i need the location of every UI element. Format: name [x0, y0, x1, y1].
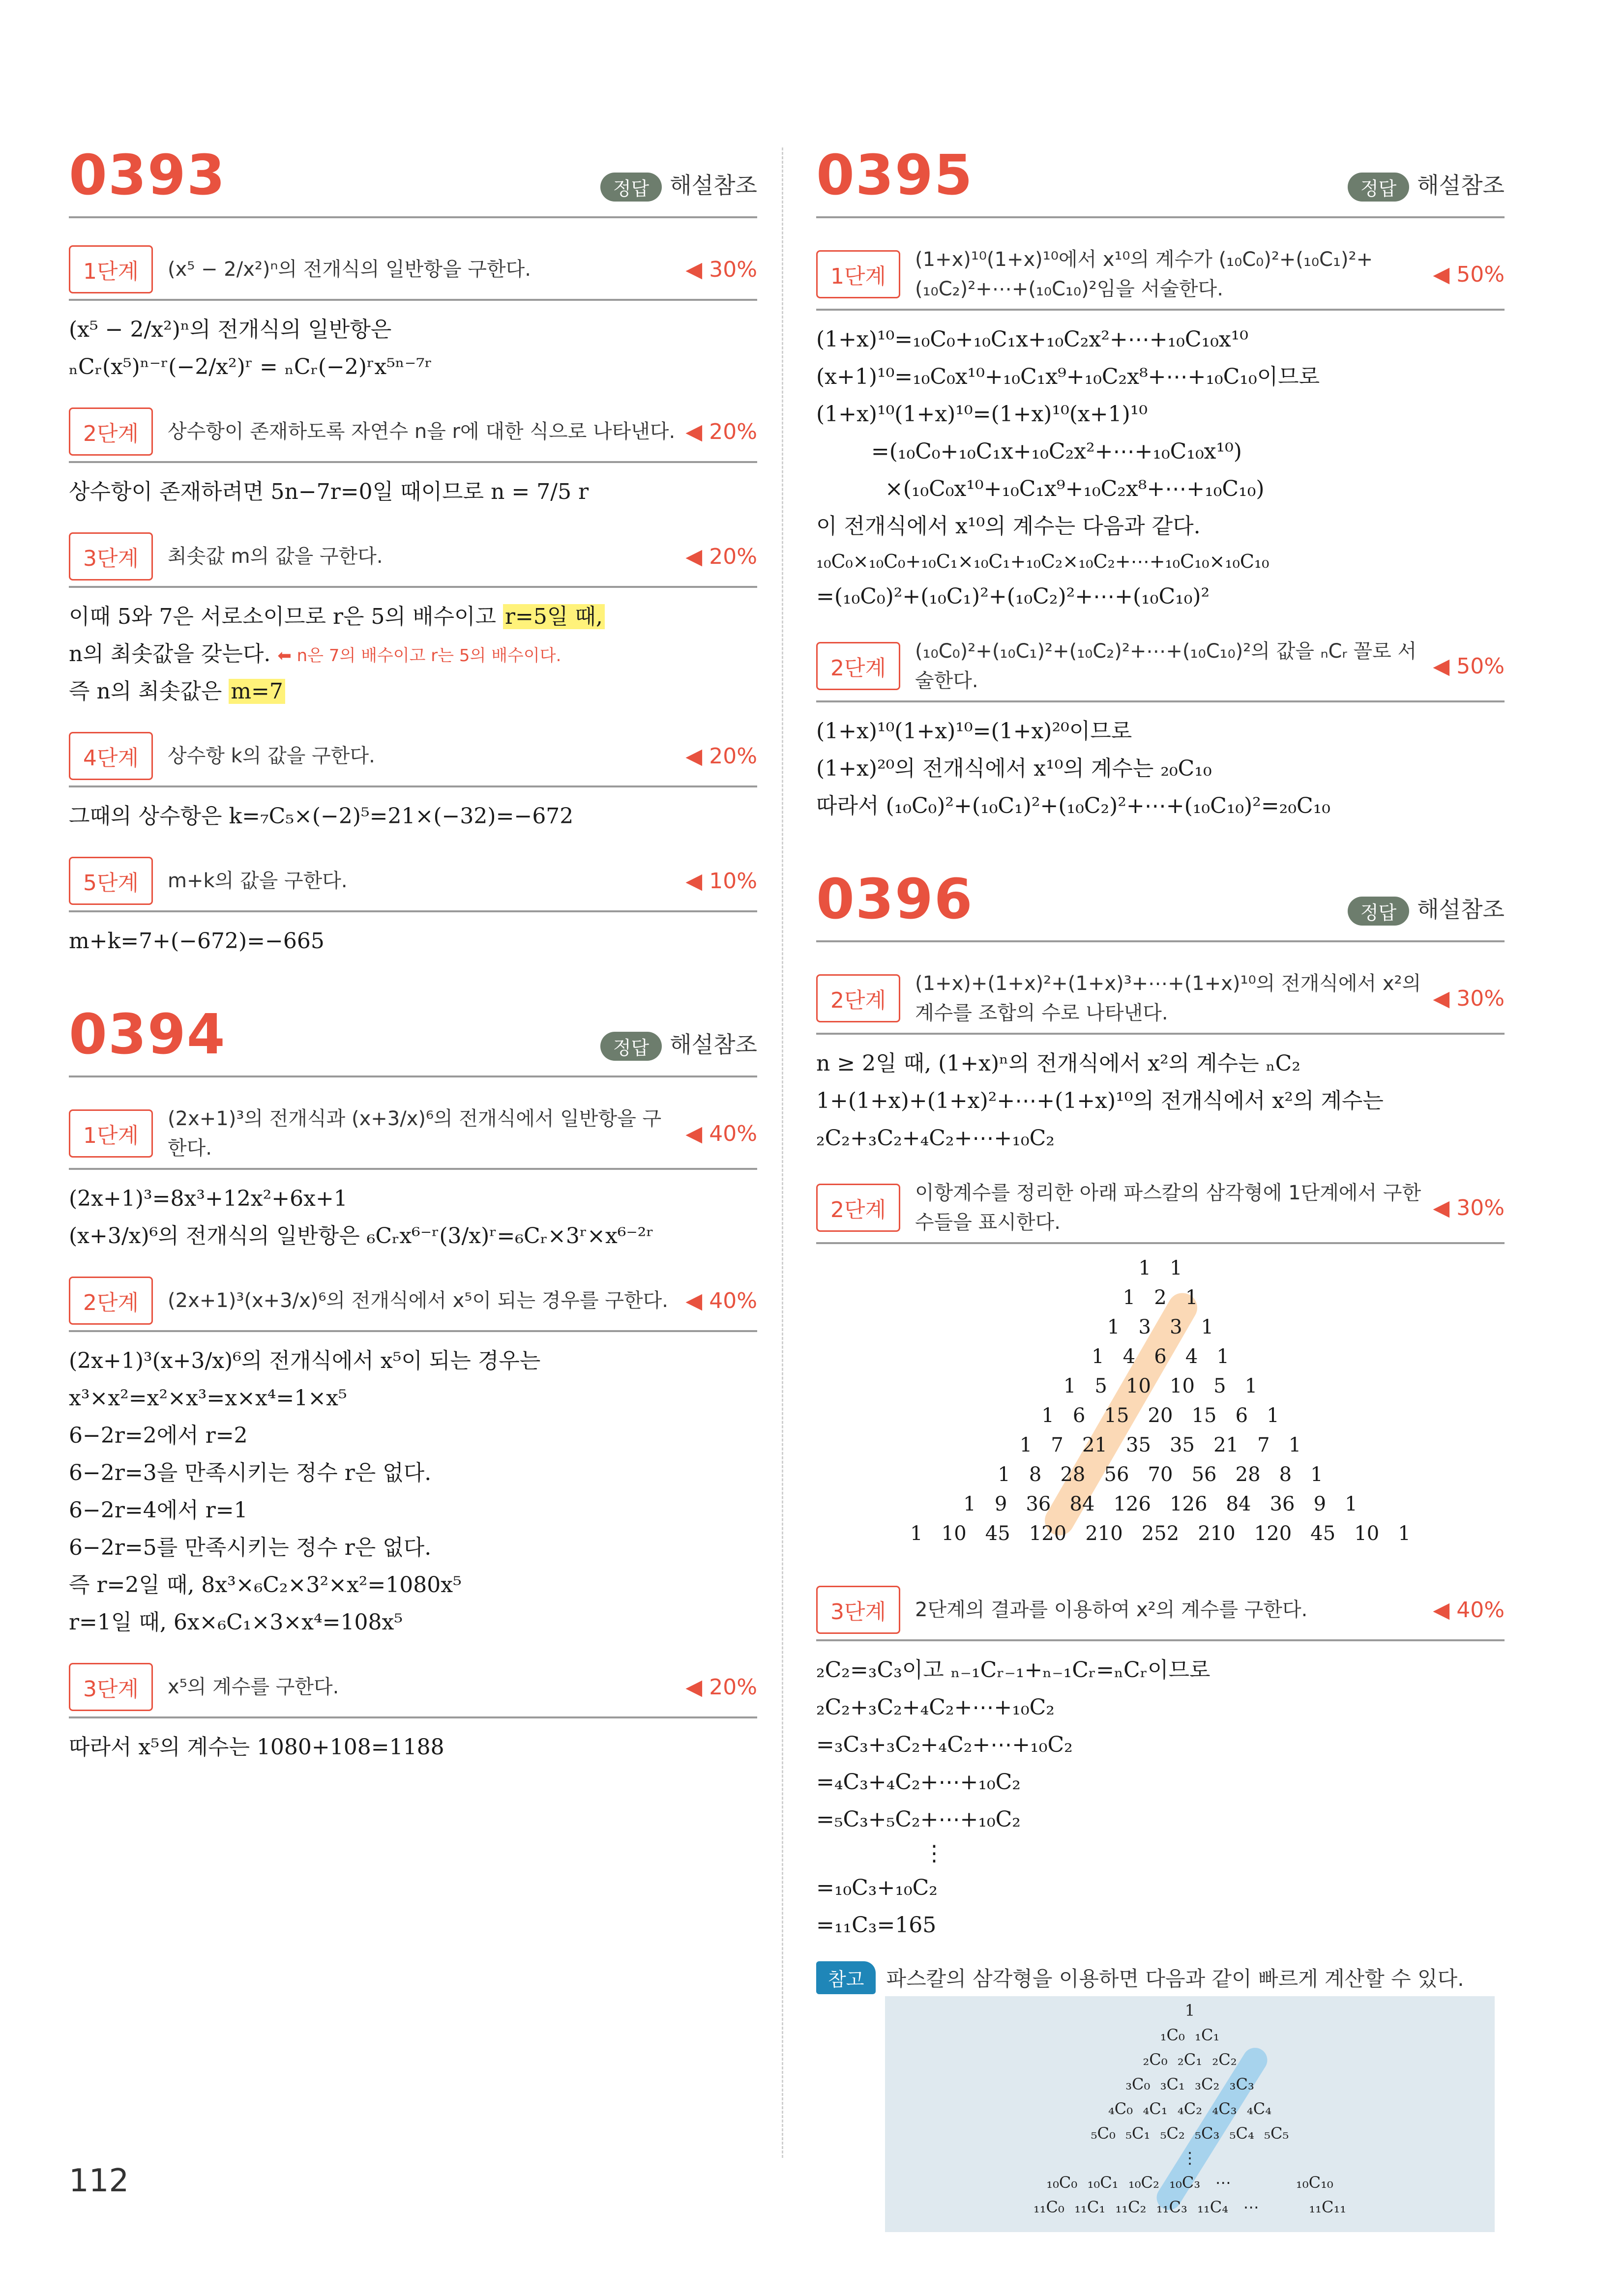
problem-number: 0395	[816, 144, 974, 207]
solution-line: 6−2r=2에서 r=2	[69, 1423, 248, 1448]
solution-line: (1+x)¹⁰(1+x)¹⁰=(1+x)²⁰이므로	[816, 719, 1132, 744]
answer-text: 해설참조	[670, 1031, 757, 1058]
answer-text: 해설참조	[1417, 172, 1505, 199]
solution-line: (1+x)²⁰의 전개식에서 x¹⁰의 계수는 ₂₀C₁₀	[816, 756, 1212, 781]
step-percent: ◀ 20%	[685, 544, 757, 569]
solution-line: (x+3/x)⁶의 전개식의 일반항은 ₆Cᵣx⁶⁻ʳ(3/x)ʳ=₆Cᵣ×3ʳ×x⁶⁻²ʳ	[69, 1223, 654, 1249]
solution-line: =₁₁C₃=165	[816, 1912, 937, 1938]
step-percent: ◀ 50%	[1433, 653, 1505, 679]
step-percent: ◀ 20%	[685, 419, 757, 444]
solution-line	[69, 675, 757, 708]
ref-row: ₁C₀ ₁C₁	[1160, 2025, 1220, 2044]
page-number: 112	[69, 2163, 129, 2199]
step-2	[69, 1269, 757, 1332]
pascal-row: 1 8 28 56 70 56 28 8 1	[998, 1463, 1323, 1486]
margin-note: ⬅ n은 7의 배수이고 r는 5의 배수이다.	[277, 646, 561, 666]
problem-number: 0393	[69, 144, 226, 207]
pascal-row: 1 9 36 84 126 126 84 36 9 1	[963, 1493, 1358, 1515]
reference-box	[816, 1961, 1505, 2232]
answer-tag: 정답	[600, 173, 662, 202]
step-1	[816, 962, 1505, 1035]
solution-line: ×(₁₀C₀x¹⁰+₁₀C₁x⁹+₁₀C₂x⁸+⋯+₁₀C₁₀)	[816, 476, 1265, 501]
step-percent: ◀ 30%	[1433, 986, 1505, 1011]
left-column	[69, 143, 757, 1769]
solution-line: =₁₀C₃+₁₀C₂	[816, 1875, 938, 1900]
step-percent: ◀ 40%	[685, 1121, 757, 1146]
solution-line: =₄C₃+₄C₂+⋯+₁₀C₂	[816, 1770, 1021, 1795]
step-1	[816, 238, 1505, 311]
answer-tag: 정답	[1348, 897, 1409, 926]
solution-line: =(₁₀C₀)²+(₁₀C₁)²+(₁₀C₂)²+⋯+(₁₀C₁₀)²	[816, 584, 1210, 609]
solution-line	[69, 601, 757, 633]
step-description: (x⁵ − 2/x²)ⁿ의 전개식의 일반항을 구한다.	[168, 258, 531, 281]
step-percent: ◀ 40%	[685, 1288, 757, 1313]
step-description: (1+x)+(1+x)²+(1+x)³+⋯+(1+x)¹⁰의 전개식에서 x²의 계수를 조합의 수로 나타낸다.	[915, 972, 1421, 1024]
step-3	[69, 525, 757, 588]
step-percent: ◀ 20%	[685, 1674, 757, 1700]
solution-line: n ≥ 2일 때, (1+x)ⁿ의 전개식에서 x²의 계수는 ₙC₂	[816, 1051, 1300, 1076]
ref-row: ₁₀C₀ ₁₀C₁ ₁₀C₂ ₁₀C₃ ⋯ ₁₀C₁₀	[1046, 2173, 1333, 2192]
step-percent: ◀ 40%	[1433, 1597, 1505, 1623]
step-1	[69, 238, 757, 301]
step-badge: 2단계	[816, 1184, 900, 1232]
pascal-triangle	[816, 1257, 1505, 1562]
step-percent: ◀ 50%	[1433, 262, 1505, 287]
reference-text: 파스칼의 삼각형을 이용하면 다음과 같이 빠르게 계산할 수 있다.	[886, 1966, 1464, 1991]
ref-row: 1	[1184, 2001, 1195, 2020]
answer-text: 해설참조	[1417, 896, 1505, 923]
problem-header-0396	[816, 867, 1505, 942]
step-percent: ◀ 30%	[685, 257, 757, 282]
problem-header-0395	[816, 143, 1505, 218]
step-percent: ◀ 10%	[685, 868, 757, 894]
ref-row: ₅C₀ ₅C₁ ₅C₂ ₅C₃ ₅C₄ ₅C₅	[1091, 2123, 1289, 2143]
solution-line: 상수항이 존재하려면 5n−7r=0일 때이므로 n = 7/5 r	[69, 479, 589, 504]
step-3	[816, 1578, 1505, 1641]
answer-label	[600, 168, 757, 202]
step-2	[816, 1171, 1505, 1244]
solution-line: ₁₀C₀×₁₀C₀+₁₀C₁×₁₀C₁+₁₀C₂×₁₀C₂+⋯+₁₀C₁₀×₁₀C₁₀	[816, 551, 1270, 572]
solution-line: 따라서 (₁₀C₀)²+(₁₀C₁)²+(₁₀C₂)²+⋯+(₁₀C₁₀)²=₂₀C₁₀	[816, 793, 1330, 818]
step-badge: 3단계	[816, 1586, 900, 1634]
solution-line: (x+1)¹⁰=₁₀C₀x¹⁰+₁₀C₁x⁹+₁₀C₂x⁸+⋯+₁₀C₁₀이므로	[816, 364, 1320, 389]
step-badge: 5단계	[69, 857, 153, 905]
solution-line: 1+(1+x)+(1+x)²+⋯+(1+x)¹⁰의 전개식에서 x²의 계수는	[816, 1088, 1384, 1113]
step-description: 2단계의 결과를 이용하여 x²의 계수를 구한다.	[915, 1598, 1308, 1621]
solution-line: ₂C₂+₃C₂+₄C₂+⋯+₁₀C₂	[816, 1126, 1055, 1151]
answer-text: 해설참조	[670, 172, 757, 199]
step-3	[69, 1656, 757, 1718]
ref-row: ⋮	[1182, 2148, 1198, 2167]
solution-line: (2x+1)³(x+3/x)⁶의 전개식에서 x⁵이 되는 경우는	[69, 1348, 541, 1373]
text: n의 최솟값을 갖는다.	[69, 641, 278, 667]
step-description: (₁₀C₀)²+(₁₀C₁)²+(₁₀C₂)²+⋯+(₁₀C₁₀)²의 값을 ₙCᵣ 꼴로 서술한다.	[915, 640, 1417, 692]
step-badge: 2단계	[816, 642, 900, 690]
step-badge: 2단계	[69, 407, 153, 456]
vertical-ellipsis: ⋮	[923, 1841, 945, 1866]
answer-tag: 정답	[1348, 173, 1409, 202]
answer-tag: 정답	[600, 1032, 662, 1061]
column-divider	[782, 147, 783, 2158]
step-description: 상수항 k의 값을 구한다.	[168, 745, 375, 767]
step-2	[816, 630, 1505, 702]
solution-line: ₂C₂+₃C₂+₄C₂+⋯+₁₀C₂	[816, 1695, 1055, 1720]
pascal-row: 1 2 1	[1122, 1286, 1198, 1309]
pascal-row: 1 10 45 120 210 252 210 120 45 10 1	[910, 1522, 1411, 1545]
step-badge: 2단계	[69, 1277, 153, 1325]
solution-line: 즉 r=2일 때, 8x³×₆C₂×3²×x²=1080x⁵	[69, 1572, 462, 1598]
ref-row: ₁₁C₀ ₁₁C₁ ₁₁C₂ ₁₁C₃ ₁₁C₄ ⋯ ₁₁C₁₁	[1033, 2197, 1347, 2216]
step-5	[69, 849, 757, 912]
pascal-row: 1 7 21 35 35 21 7 1	[1019, 1434, 1301, 1456]
problem-header-0393	[69, 143, 757, 218]
step-description: 최솟값 m의 값을 구한다.	[168, 545, 383, 568]
step-1	[69, 1097, 757, 1170]
reference-tag: 참고	[816, 1961, 876, 1994]
problem-number: 0396	[816, 868, 974, 931]
solution-line: 6−2r=3을 만족시키는 정수 r은 없다.	[69, 1460, 432, 1485]
right-column	[816, 143, 1505, 2232]
text: 이때 5와 7은 서로소이므로 r은 5의 배수이고	[69, 604, 503, 629]
step-description: 이항계수를 정리한 아래 파스칼의 삼각형에 1단계에서 구한 수들을 표시한다.	[915, 1182, 1421, 1234]
solution-line: 그때의 상수항은 k=₇C₅×(−2)⁵=21×(−32)=−672	[69, 804, 574, 829]
solution-line	[69, 638, 757, 670]
step-description: x⁵의 계수를 구한다.	[168, 1676, 339, 1698]
step-percent: ◀ 20%	[685, 743, 757, 769]
step-badge: 3단계	[69, 532, 153, 581]
solution-line: 6−2r=5를 만족시키는 정수 r은 없다.	[69, 1535, 432, 1560]
step-badge: 1단계	[816, 250, 900, 298]
solution-line: ₙCᵣ(x⁵)ⁿ⁻ʳ(−2/x²)ʳ = ₙCᵣ(−2)ʳx⁵ⁿ⁻⁷ʳ	[69, 354, 432, 379]
pascal-row: 1 6 15 20 15 6 1	[1041, 1404, 1279, 1427]
step-badge: 2단계	[816, 974, 900, 1022]
answer-label	[1348, 168, 1505, 202]
text: 즉 n의 최솟값은	[69, 679, 229, 704]
solution-line: =(₁₀C₀+₁₀C₁x+₁₀C₂x²+⋯+₁₀C₁₀x¹⁰)	[816, 439, 1242, 464]
answer-label	[1348, 892, 1505, 926]
solution-line: m+k=7+(−672)=−665	[69, 929, 325, 954]
problem-number: 0394	[69, 1003, 226, 1067]
reference-triangle	[885, 1996, 1495, 2232]
solution-line: (1+x)¹⁰(1+x)¹⁰=(1+x)¹⁰(x+1)¹⁰	[816, 402, 1148, 427]
highlighted-text: r=5일 때,	[503, 604, 605, 629]
step-percent: ◀ 30%	[1433, 1195, 1505, 1221]
solution-line: 이 전개식에서 x¹⁰의 계수는 다음과 같다.	[816, 514, 1201, 539]
step-badge: 1단계	[69, 245, 153, 293]
step-badge: 4단계	[69, 732, 153, 780]
step-description: m+k의 값을 구한다.	[168, 870, 348, 892]
step-description: 상수항이 존재하도록 자연수 n을 r에 대한 식으로 나타낸다.	[168, 420, 676, 443]
step-badge: 1단계	[69, 1109, 153, 1158]
ref-row: ₂C₀ ₂C₁ ₂C₂	[1143, 2050, 1237, 2069]
step-description: (1+x)¹⁰(1+x)¹⁰에서 x¹⁰의 계수가 (₁₀C₀)²+(₁₀C₁)²+(₁₀C₂)²+⋯+(₁₀C₁₀)²임을 서술한다.	[915, 248, 1373, 300]
pascal-row: 1 3 3 1	[1107, 1316, 1214, 1338]
step-badge: 3단계	[69, 1663, 153, 1711]
solution-line: (x⁵ − 2/x²)ⁿ의 전개식의 일반항은	[69, 317, 392, 342]
highlighted-text: m=7	[229, 679, 285, 704]
solution-line: 6−2r=4에서 r=1	[69, 1498, 248, 1523]
solution-line: 따라서 x⁵의 계수는 1080+108=1188	[69, 1735, 444, 1760]
problem-header-0394	[69, 1002, 757, 1077]
step-description: (2x+1)³(x+3/x)⁶의 전개식에서 x⁵이 되는 경우를 구한다.	[168, 1289, 668, 1312]
ref-row: ₄C₀ ₄C₁ ₄C₂ ₄C₃ ₄C₄	[1108, 2099, 1272, 2118]
step-2	[69, 400, 757, 463]
pascal-row: 1 5 10 10 5 1	[1063, 1375, 1258, 1397]
solution-line: =₃C₃+₃C₂+₄C₂+⋯+₁₀C₂	[816, 1732, 1073, 1757]
pascal-row: 1 4 6 4 1	[1092, 1345, 1229, 1368]
solution-line: =₅C₃+₅C₂+⋯+₁₀C₂	[816, 1807, 1021, 1832]
solution-line: (2x+1)³=8x³+12x²+6x+1	[69, 1186, 348, 1211]
solution-line: ₂C₂=₃C₃이고 ₙ₋₁Cᵣ₋₁+ₙ₋₁Cᵣ=ₙCᵣ이므로	[816, 1657, 1211, 1683]
ref-row: ₃C₀ ₃C₁ ₃C₂ ₃C₃	[1125, 2074, 1254, 2093]
pascal-row: 1 1	[1138, 1257, 1182, 1279]
solution-line: x³×x²=x²×x³=x×x⁴=1×x⁵	[69, 1386, 347, 1411]
solution-line: (1+x)¹⁰=₁₀C₀+₁₀C₁x+₁₀C₂x²+⋯+₁₀C₁₀x¹⁰	[816, 327, 1248, 352]
step-description: (2x+1)³의 전개식과 (x+3/x)⁶의 전개식에서 일반항을 구한다.	[168, 1107, 662, 1160]
step-4	[69, 725, 757, 787]
answer-label	[600, 1027, 757, 1061]
solution-line: r=1일 때, 6x×₆C₁×3×x⁴=108x⁵	[69, 1610, 403, 1635]
